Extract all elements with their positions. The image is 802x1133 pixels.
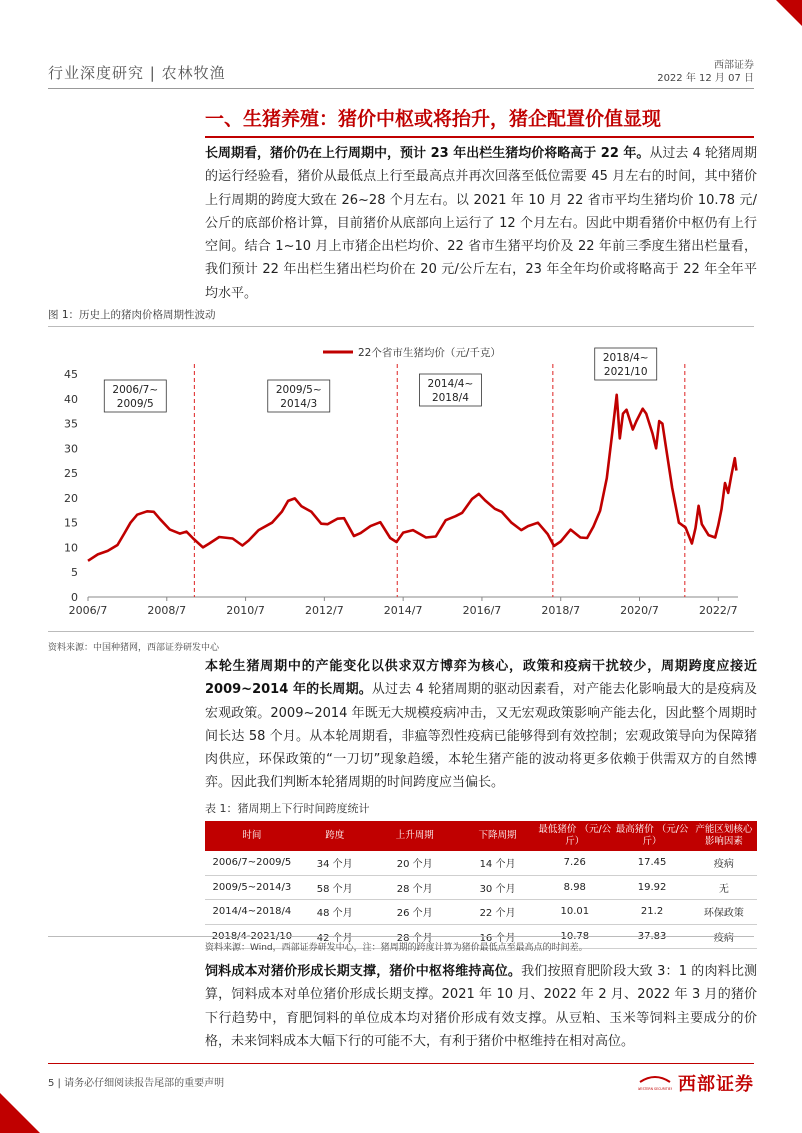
- paragraph-cycle-drivers: [205, 655, 757, 795]
- figure-bottom-rule: [48, 631, 754, 632]
- cell-max-price: 17.45: [613, 851, 690, 875]
- y-tick-label: 40: [64, 392, 78, 406]
- cell-min-price: 10.78: [536, 924, 613, 949]
- period-annotation-label: 2018/4: [431, 392, 469, 404]
- period-annotation-label: 2014/3: [280, 398, 318, 410]
- section-title: 一、生猪养殖：猪价中枢或将抬升，猪企配置价值显现: [205, 108, 662, 130]
- y-tick-label: 15: [64, 516, 78, 530]
- x-tick-label: 2020/7: [620, 604, 659, 617]
- cell-factor: 疫病: [691, 924, 757, 949]
- table-row: [205, 851, 757, 875]
- y-tick-label: 0: [71, 591, 78, 604]
- paragraph-lead: 长周期看，猪价仍在上行周期中，预计 23 年出栏生猪均价将略高于 22 年。: [205, 146, 650, 161]
- table-source: 资料来源：Wind，西部证券研发中心，注：猪周期的跨度计算为猪价最低点至最高点的时间差。: [205, 943, 588, 953]
- cell-uptrend: 26 个月: [371, 900, 459, 925]
- cell-period: 2014/4~2018/4: [205, 900, 299, 925]
- paragraph-lead: 饲料成本对猪价形成长期支撑，猪价中枢将维持高位。: [205, 964, 522, 979]
- x-tick-label: 2022/7: [698, 604, 738, 617]
- cell-min-price: 7.26: [536, 851, 613, 875]
- section-title-underline: [205, 136, 754, 138]
- figure-source: 资料来源：中国种猪网，西部证券研发中心: [48, 643, 220, 653]
- report-category: 行业深度研究 | 农林牧渔: [48, 64, 226, 82]
- period-annotation-label: 2009/5: [116, 398, 154, 410]
- y-tick-label: 25: [64, 467, 78, 481]
- x-tick-label: 2014/7: [383, 604, 423, 617]
- table-header-row: [205, 821, 757, 851]
- x-tick-label: 2016/7: [462, 604, 502, 617]
- cell-factor: 无: [691, 875, 757, 900]
- cell-downtrend: 30 个月: [459, 875, 536, 900]
- hog-price-chart: [48, 336, 754, 624]
- y-tick-label: 35: [64, 417, 78, 431]
- y-tick-label: 30: [64, 442, 78, 456]
- paragraph-lead: 本轮生猪周期中的产能变化以供求双方博弈为核心，政策和疫病干扰较少，周期跨度应接近 2009~2014 年的长周期。: [205, 659, 757, 698]
- x-tick-label: 2008/7: [147, 604, 187, 617]
- cell-downtrend: 22 个月: [459, 900, 536, 925]
- paragraph-long-cycle: [205, 142, 757, 305]
- col-header-max-price: 最高猪价 （元/公斤）: [613, 821, 690, 851]
- figure-top-rule: [48, 326, 754, 327]
- hog-price-series-line: [88, 395, 736, 561]
- period-annotation-label: 2014/4~: [427, 378, 474, 390]
- cell-max-price: 21.2: [613, 900, 690, 925]
- cell-uptrend: 28 个月: [371, 875, 459, 900]
- broker-name: 西部证券: [714, 60, 754, 71]
- cell-period: 2006/7~2009/5: [205, 851, 299, 875]
- header-divider: [48, 88, 754, 89]
- paragraph-feed-cost: [205, 960, 757, 1053]
- col-header-period: 时间: [205, 821, 299, 851]
- col-header-min-price: 最低猪价 （元/公斤）: [536, 821, 613, 851]
- x-tick-label: 2006/7: [68, 604, 108, 617]
- cell-period: 2009/5~2014/3: [205, 875, 299, 900]
- page-number: 5: [48, 1078, 55, 1089]
- paragraph-body: 我们按照育肥阶段大致 3：1 的肉料比测算，饲料成本对单位猪价形成长期支撑。2021 年 10 月、2022 年 2 月、2022 年 3 月的猪价下行趋势中，育肥饲料的单位成本均对猪价形成有效支撑。从豆粕、玉米等饲料主要成分的价格，未来饲料成本大幅下行的可能不大，有利于猪价中枢维持在相对高位。: [205, 964, 757, 1049]
- col-header-uptrend: 上升周期: [371, 821, 459, 851]
- cell-uptrend: 28 个月: [371, 924, 459, 949]
- table-row: [205, 875, 757, 900]
- broker-logo: [638, 1070, 754, 1096]
- y-tick-label: 20: [64, 491, 78, 505]
- cycle-table: [205, 821, 757, 949]
- cell-span: 58 个月: [299, 875, 371, 900]
- y-tick-label: 10: [64, 541, 78, 555]
- x-tick-label: 2012/7: [305, 604, 344, 617]
- report-date: 2022 年 12 月 07 日: [657, 73, 754, 84]
- figure-caption: 图 1：历史上的猪肉价格周期性波动: [48, 309, 216, 321]
- paragraph-body: 从过去 4 轮猪周期的运行经验看，猪价从最低点上行至最高点并再次回落至低位需要 45 月左右的时间，其中猪价上行周期的跨度大致在 26~28 个月左右。以 2021 年 10 月 22 省市平均生猪均价 10.78 元/公斤的底部价格计算，目前猪价从底部向上运行了 12 个月左右。因此中期看猪价中枢仍有上行空间。结合 1~10 月上市猪企出栏均价、22 省市生猪平均价及 22 年前三季度生猪出栏量看，我们预计 22 年出栏生猪出栏均价在 20 元/公斤左右，23 年全年均价或将略高于 22 年全年平均水平。: [205, 146, 757, 301]
- cell-downtrend: 14 个月: [459, 851, 536, 875]
- logo-en-text: WESTERN SECURITIES: [638, 1087, 672, 1091]
- cell-min-price: 8.98: [536, 875, 613, 900]
- cell-min-price: 10.01: [536, 900, 613, 925]
- paragraph-body: 从过去 4 轮猪周期的驱动因素看，对产能去化影响最大的是疫病及宏观政策。2009~2014 年既无大规模疫病冲击，又无宏观政策影响产能去化，因此整个周期时间长达 58 个月。从本轮周期看，非瘟等烈性疫病已能够得到有效控制；宏观政策导向为保障猪肉供应，环保政策的“一刀切”现象趋缓，本轮生猪产能的波动将更多依赖于供需双方的自然博弈。因此我们判断本轮猪周期的时间跨度应当偏长。: [205, 682, 757, 791]
- cell-max-price: 19.92: [613, 875, 690, 900]
- cell-span: 48 个月: [299, 900, 371, 925]
- col-header-factor: 产能区划核心 影响因素: [691, 821, 757, 851]
- y-tick-label: 45: [64, 368, 78, 381]
- cell-downtrend: 16 个月: [459, 924, 536, 949]
- col-header-downtrend: 下降周期: [459, 821, 536, 851]
- period-annotation-label: 2006/7~: [112, 384, 159, 396]
- logo-mark-icon: [638, 1074, 672, 1092]
- corner-decoration-top: [776, 0, 802, 26]
- cell-span: 34 个月: [299, 851, 371, 875]
- table-bottom-rule: [48, 936, 754, 937]
- table-caption: 表 1：猪周期上下行时间跨度统计: [205, 802, 370, 815]
- disclaimer-text: 请务必仔细阅读报告尾部的重要声明: [64, 1078, 225, 1089]
- footer-divider: [48, 1063, 754, 1064]
- cell-period: 2018/4-2021/10: [205, 924, 299, 949]
- logo-text: 西部证券: [678, 1074, 754, 1095]
- period-annotation-label: 2018/4~: [602, 352, 649, 364]
- legend-label: 22个省市生猪均价（元/千克）: [358, 347, 501, 359]
- x-tick-label: 2010/7: [226, 604, 265, 617]
- cell-span: 42 个月: [299, 924, 371, 949]
- col-header-span: 跨度: [299, 821, 371, 851]
- cell-max-price: 37.83: [613, 924, 690, 949]
- period-annotation-label: 2009/5~: [275, 384, 322, 396]
- period-annotation-label: 2021/10: [603, 366, 648, 378]
- cell-factor: 环保政策: [691, 900, 757, 925]
- footer-disclaimer: 5 | 请务必仔细阅读报告尾部的重要声明: [48, 1078, 225, 1089]
- y-tick-label: 5: [71, 566, 78, 580]
- x-tick-label: 2018/7: [541, 604, 581, 617]
- cell-factor: 疫病: [691, 851, 757, 875]
- corner-decoration-bottom: [0, 1093, 40, 1133]
- table-row: [205, 900, 757, 925]
- cell-uptrend: 20 个月: [371, 851, 459, 875]
